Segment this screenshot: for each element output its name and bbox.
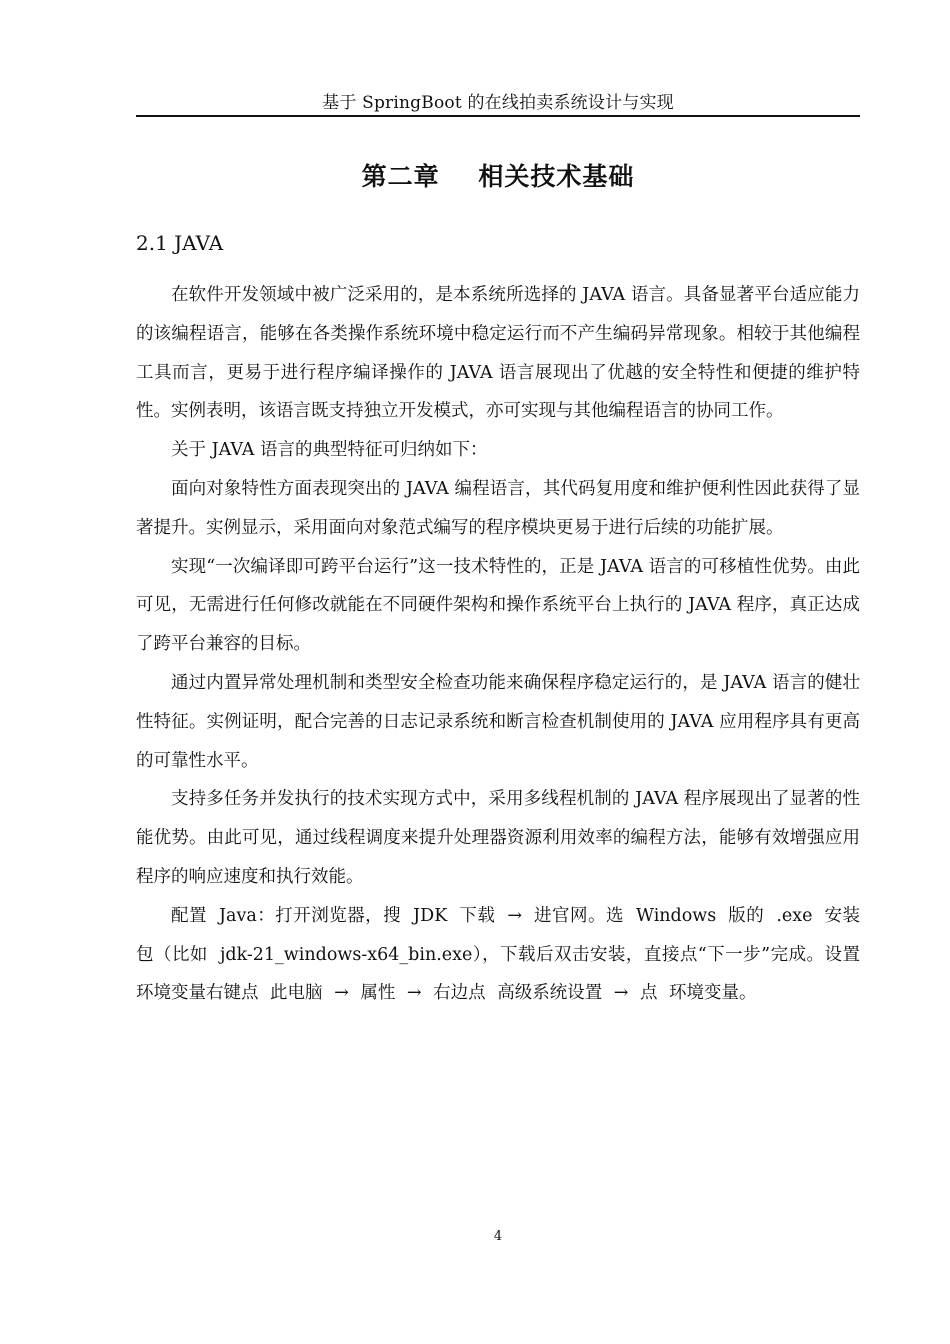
running-header: 基于 SpringBoot 的在线拍卖系统设计与实现: [322, 93, 674, 113]
paragraph-java-config: 配置 Java：打开浏览器，搜 JDK 下载 → 进官网。选 Windows 版的 .exe 安装包（比如 jdk-21_windows-x64_bin.exe），下载后双击安装，直接点“下一步”完成。设置环境变量右键点 此电脑 → 属性 → 右边点 高级系统设置 → 点 环境变量。: [136, 905, 860, 1004]
header-rule: [136, 115, 860, 117]
paragraph-robustness: 通过内置异常处理机制和类型安全检查功能来确保程序稳定运行的，是 JAVA 语言的健壮性特征。实例证明，配合完善的日志记录系统和断言检查机制使用的 JAVA 应用程序具有更高的可靠性水平。: [136, 672, 860, 771]
paragraph-features-lead: 关于 JAVA 语言的典型特征可归纳如下：: [171, 440, 488, 461]
body-text: [136, 276, 860, 1013]
chapter-title: 第二章 相关技术基础: [361, 162, 635, 191]
paragraph-portability: 实现“一次编译即可跨平台运行”这一技术特性的，正是 JAVA 语言的可移植性优势。由此可见，无需进行任何修改就能在不同硬件架构和操作系统平台上执行的 JAVA 程序，真正达成了跨平台兼容的目标。: [136, 556, 860, 655]
paragraph-multithreading: 支持多任务并发执行的技术实现方式中，采用多线程机制的 JAVA 程序展现出了显著的性能优势。由此可见，通过线程调度来提升处理器资源利用效率的编程方法，能够有效增强应用程序的响应速度和执行效能。: [136, 789, 860, 887]
section-heading: 2.1 JAVA: [136, 231, 224, 255]
paragraph-java-intro: 在软件开发领域中被广泛采用的，是本系统所选择的 JAVA 语言。具备显著平台适应能力的该编程语言，能够在各类操作系统环境中稳定运行而不产生编码异常现象。相较于其他编程工具而言，更易于进行程序编译操作的 JAVA 语言展现出了优越的安全特性和便捷的维护特性。实例表明，该语言既支持独立开发模式，亦可实现与其他编程语言的协同工作。: [136, 285, 860, 422]
page-number: 4: [493, 1229, 503, 1244]
paragraph-object-oriented: 面向对象特性方面表现突出的 JAVA 编程语言，其代码复用度和维护便利性因此获得了显著提升。实例显示，采用面向对象范式编写的程序模块更易于进行后续的功能扩展。: [136, 478, 860, 538]
